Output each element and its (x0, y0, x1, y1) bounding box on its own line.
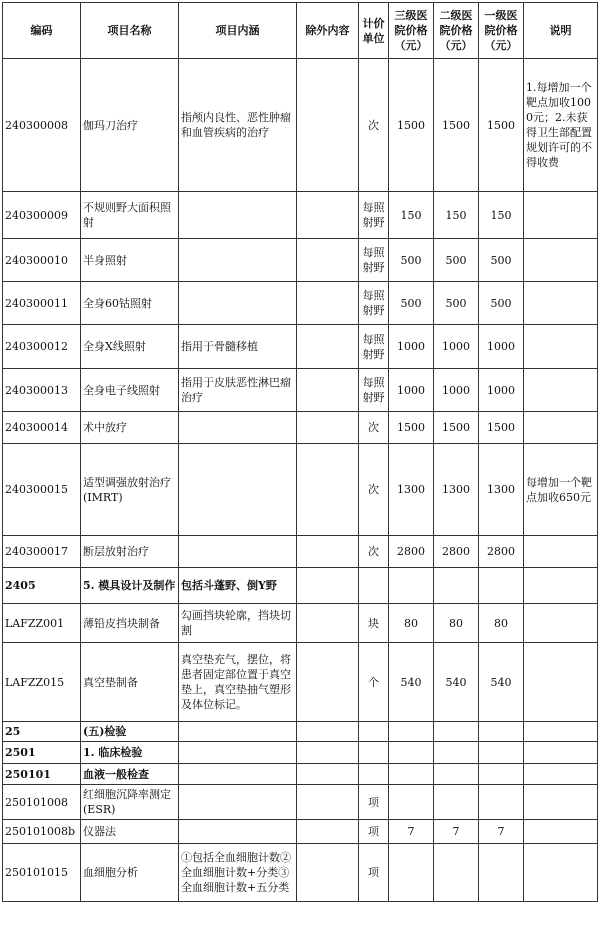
cell-price3: 1000 (389, 369, 434, 412)
cell-excluded (297, 820, 359, 844)
cell-excluded (297, 604, 359, 643)
cell-unit: 块 (359, 604, 389, 643)
table-row (3, 820, 598, 844)
cell-unit (359, 568, 389, 604)
cell-price3: 2800 (389, 536, 434, 568)
cell-code: 25 (3, 722, 81, 742)
cell-price3: 500 (389, 239, 434, 282)
cell-name: (五)检验 (81, 722, 179, 742)
table-row (3, 412, 598, 444)
cell-content: 包括斗蓬野、倒Y野 (179, 568, 297, 604)
cell-price2: 80 (434, 604, 479, 643)
table-row (3, 536, 598, 568)
cell-price3 (389, 722, 434, 742)
cell-note (524, 239, 598, 282)
cell-content: 指用于皮肤恶性淋巴瘤治疗 (179, 369, 297, 412)
price-table (2, 2, 598, 902)
cell-price2: 1500 (434, 412, 479, 444)
cell-excluded (297, 844, 359, 902)
cell-price3: 1300 (389, 444, 434, 536)
cell-excluded (297, 239, 359, 282)
table-row (3, 742, 598, 764)
cell-content (179, 444, 297, 536)
cell-unit: 项 (359, 844, 389, 902)
cell-note (524, 192, 598, 239)
header-row (3, 3, 598, 59)
cell-price2 (434, 742, 479, 764)
header-code: 编码 (3, 3, 81, 59)
cell-note (524, 325, 598, 369)
cell-price1: 500 (479, 239, 524, 282)
table-row (3, 785, 598, 820)
cell-price1: 1000 (479, 369, 524, 412)
cell-name: 5. 模具设计及制作 (81, 568, 179, 604)
table-row (3, 192, 598, 239)
header-unit: 计价单位 (359, 3, 389, 59)
cell-unit: 次 (359, 59, 389, 192)
cell-note (524, 764, 598, 785)
cell-price3: 540 (389, 643, 434, 722)
cell-unit: 每照射野 (359, 325, 389, 369)
table-row (3, 239, 598, 282)
cell-excluded (297, 742, 359, 764)
cell-price2 (434, 722, 479, 742)
cell-price3 (389, 785, 434, 820)
cell-price2: 2800 (434, 536, 479, 568)
cell-price2 (434, 785, 479, 820)
cell-code: 240300009 (3, 192, 81, 239)
cell-excluded (297, 282, 359, 325)
cell-excluded (297, 536, 359, 568)
cell-price3: 1500 (389, 412, 434, 444)
cell-price3: 7 (389, 820, 434, 844)
header-price2: 二级医院价格（元） (434, 3, 479, 59)
cell-code: 240300010 (3, 239, 81, 282)
cell-price2 (434, 844, 479, 902)
cell-excluded (297, 568, 359, 604)
cell-name: 薄铅皮挡块制备 (81, 604, 179, 643)
cell-code: 240300011 (3, 282, 81, 325)
cell-unit: 项 (359, 820, 389, 844)
table-row (3, 568, 598, 604)
cell-name: 真空垫制备 (81, 643, 179, 722)
cell-code: 240300017 (3, 536, 81, 568)
cell-unit: 个 (359, 643, 389, 722)
cell-name: 全身X线照射 (81, 325, 179, 369)
cell-content: 真空垫充气，摆位，将患者固定部位置于真空垫上，真空垫抽气塑形及体位标记。 (179, 643, 297, 722)
cell-note (524, 568, 598, 604)
cell-excluded (297, 643, 359, 722)
cell-price1: 540 (479, 643, 524, 722)
cell-content (179, 820, 297, 844)
cell-unit (359, 722, 389, 742)
cell-price2: 150 (434, 192, 479, 239)
cell-price3: 1500 (389, 59, 434, 192)
cell-price3 (389, 742, 434, 764)
cell-note (524, 412, 598, 444)
cell-price1: 2800 (479, 536, 524, 568)
table-row (3, 59, 598, 192)
table-row (3, 369, 598, 412)
cell-content (179, 239, 297, 282)
cell-price2: 1000 (434, 325, 479, 369)
cell-price3 (389, 844, 434, 902)
cell-unit: 每照射野 (359, 192, 389, 239)
cell-note (524, 369, 598, 412)
cell-code: 250101015 (3, 844, 81, 902)
cell-code: 2501 (3, 742, 81, 764)
cell-code: 240300015 (3, 444, 81, 536)
cell-name: 半身照射 (81, 239, 179, 282)
cell-price1 (479, 844, 524, 902)
cell-price1 (479, 764, 524, 785)
cell-code: 250101008 (3, 785, 81, 820)
header-price1: 一级医院价格（元） (479, 3, 524, 59)
cell-price3: 500 (389, 282, 434, 325)
header-excluded: 除外内容 (297, 3, 359, 59)
cell-unit (359, 742, 389, 764)
cell-unit: 次 (359, 536, 389, 568)
header-name: 项目名称 (81, 3, 179, 59)
cell-content: 指颅内良性、恶性肿瘤和血管疾病的治疗 (179, 59, 297, 192)
cell-price2: 500 (434, 239, 479, 282)
header-content: 项目内涵 (179, 3, 297, 59)
cell-price1: 500 (479, 282, 524, 325)
cell-price1: 1500 (479, 412, 524, 444)
cell-price2: 540 (434, 643, 479, 722)
cell-name: 1. 临床检验 (81, 742, 179, 764)
cell-price1: 1300 (479, 444, 524, 536)
cell-name: 全身电子线照射 (81, 369, 179, 412)
cell-price1 (479, 742, 524, 764)
cell-content (179, 764, 297, 785)
cell-note (524, 785, 598, 820)
cell-unit: 每照射野 (359, 369, 389, 412)
cell-note (524, 604, 598, 643)
table-row (3, 444, 598, 536)
cell-excluded (297, 764, 359, 785)
cell-unit: 每照射野 (359, 282, 389, 325)
cell-price3: 80 (389, 604, 434, 643)
table-row (3, 764, 598, 785)
cell-excluded (297, 192, 359, 239)
header-price3: 三级医院价格（元） (389, 3, 434, 59)
cell-excluded (297, 369, 359, 412)
cell-excluded (297, 59, 359, 192)
cell-code: 240300014 (3, 412, 81, 444)
cell-content: ①包括全血细胞计数②全血细胞计数+分类③全血细胞计数+五分类 (179, 844, 297, 902)
header-note: 说明 (524, 3, 598, 59)
cell-unit: 次 (359, 444, 389, 536)
cell-content (179, 742, 297, 764)
cell-code: LAFZZ001 (3, 604, 81, 643)
cell-price1: 80 (479, 604, 524, 643)
cell-price1: 1500 (479, 59, 524, 192)
cell-price3: 1000 (389, 325, 434, 369)
cell-note (524, 844, 598, 902)
cell-unit: 次 (359, 412, 389, 444)
cell-name: 红细胞沉降率测定(ESR) (81, 785, 179, 820)
table-row (3, 604, 598, 643)
cell-note: 1.每增加一个靶点加收1000元；2.未获得卫生部配置规划许可的不得收费 (524, 59, 598, 192)
cell-name: 术中放疗 (81, 412, 179, 444)
cell-price2: 500 (434, 282, 479, 325)
cell-unit: 每照射野 (359, 239, 389, 282)
table-row (3, 282, 598, 325)
cell-price2: 1300 (434, 444, 479, 536)
cell-code: 240300013 (3, 369, 81, 412)
cell-content: 指用于骨髓移植 (179, 325, 297, 369)
cell-content: 勾画挡块轮廓，挡块切割 (179, 604, 297, 643)
cell-excluded (297, 325, 359, 369)
cell-price1 (479, 568, 524, 604)
cell-price1: 1000 (479, 325, 524, 369)
cell-excluded (297, 412, 359, 444)
cell-price2: 7 (434, 820, 479, 844)
cell-price2: 1000 (434, 369, 479, 412)
table-row (3, 643, 598, 722)
cell-code: 240300008 (3, 59, 81, 192)
cell-name: 适型调强放射治疗(IMRT) (81, 444, 179, 536)
cell-name: 断层放射治疗 (81, 536, 179, 568)
cell-content (179, 412, 297, 444)
cell-name: 不规则野大面积照射 (81, 192, 179, 239)
cell-code: 240300012 (3, 325, 81, 369)
cell-content (179, 722, 297, 742)
cell-unit (359, 764, 389, 785)
cell-code: 250101008b (3, 820, 81, 844)
cell-price3: 150 (389, 192, 434, 239)
cell-note (524, 820, 598, 844)
cell-note (524, 282, 598, 325)
table-body (3, 59, 598, 902)
cell-content (179, 536, 297, 568)
cell-excluded (297, 785, 359, 820)
cell-code: LAFZZ015 (3, 643, 81, 722)
cell-price2 (434, 764, 479, 785)
cell-note (524, 643, 598, 722)
table-row (3, 325, 598, 369)
cell-name: 仪器法 (81, 820, 179, 844)
cell-name: 血液一般检查 (81, 764, 179, 785)
cell-code: 250101 (3, 764, 81, 785)
cell-note (524, 722, 598, 742)
table-row (3, 722, 598, 742)
cell-price3 (389, 764, 434, 785)
cell-excluded (297, 444, 359, 536)
cell-price2 (434, 568, 479, 604)
cell-price1: 7 (479, 820, 524, 844)
cell-price2: 1500 (434, 59, 479, 192)
cell-price3 (389, 568, 434, 604)
cell-code: 2405 (3, 568, 81, 604)
cell-unit: 项 (359, 785, 389, 820)
table-row (3, 844, 598, 902)
cell-content (179, 282, 297, 325)
cell-note (524, 536, 598, 568)
cell-name: 伽玛刀治疗 (81, 59, 179, 192)
cell-content (179, 785, 297, 820)
cell-price1: 150 (479, 192, 524, 239)
cell-note: 每增加一个靶点加收650元 (524, 444, 598, 536)
cell-note (524, 742, 598, 764)
cell-excluded (297, 722, 359, 742)
cell-content (179, 192, 297, 239)
cell-price1 (479, 785, 524, 820)
cell-name: 全身60钴照射 (81, 282, 179, 325)
cell-price1 (479, 722, 524, 742)
cell-name: 血细胞分析 (81, 844, 179, 902)
